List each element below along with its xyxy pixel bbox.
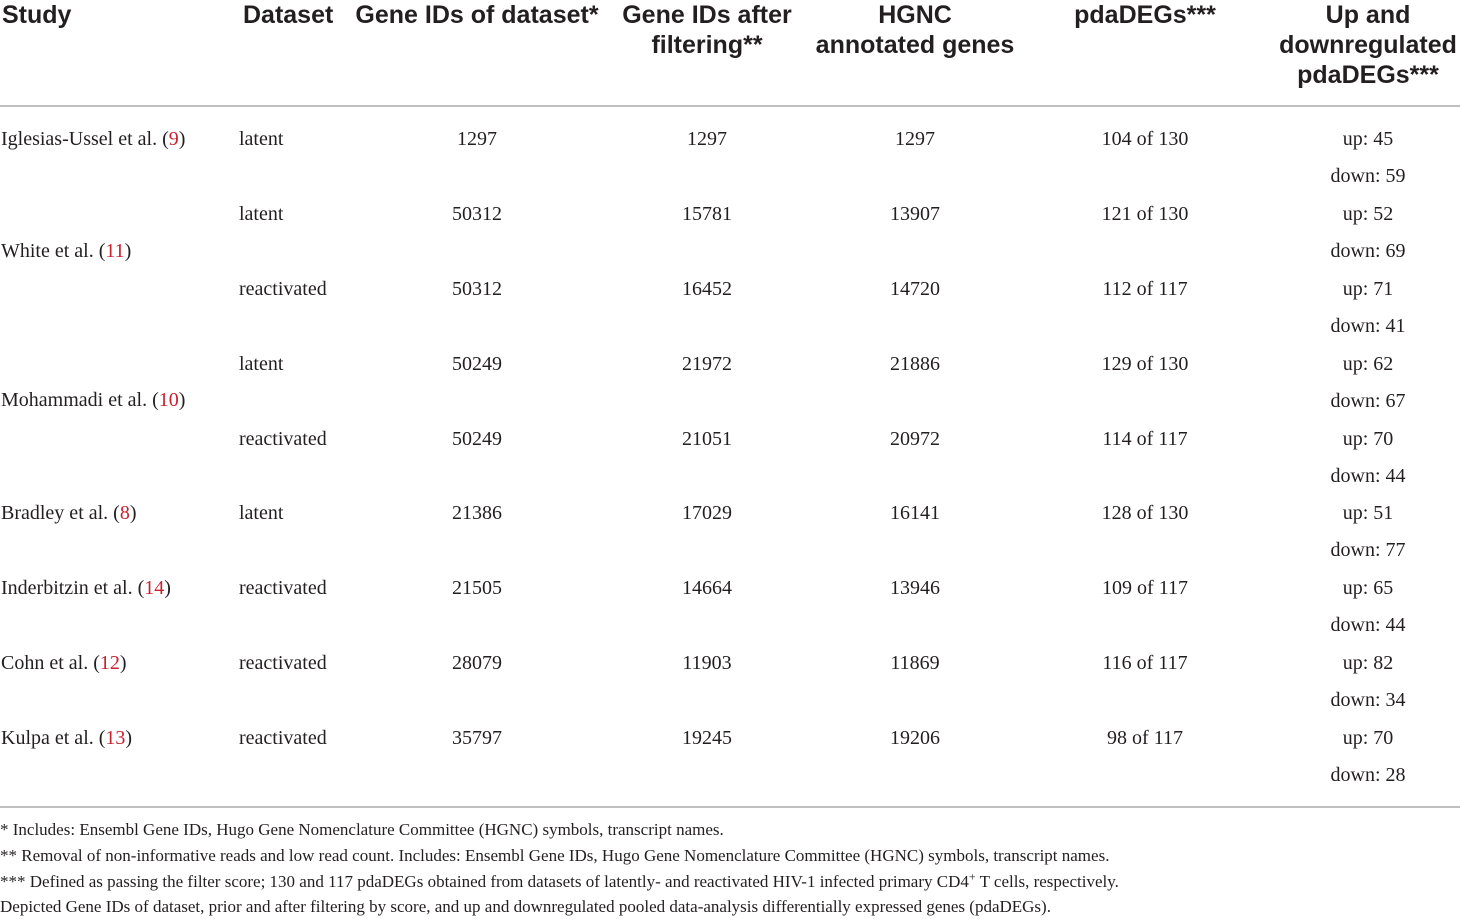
gene-ids-cell: 1297 [457, 128, 497, 150]
down-cell: down: 44 [1330, 465, 1406, 487]
down-cell: down: 77 [1330, 539, 1406, 561]
footer-rule [0, 806, 1460, 808]
pdadegs-cell: 98 of 117 [1107, 727, 1183, 749]
up-cell: up: 45 [1342, 128, 1394, 150]
header-rule [0, 105, 1460, 107]
down-cell: down: 34 [1330, 689, 1406, 711]
header-updown: Up and downregulated pdaDEGs*** [1279, 1, 1457, 89]
reference-link[interactable]: 9 [168, 128, 179, 150]
gene-ids-cell: 50312 [452, 203, 502, 225]
reference-link[interactable]: 14 [144, 577, 165, 599]
hgnc-cell: 11869 [890, 652, 940, 674]
down-cell: down: 67 [1330, 390, 1406, 412]
pdadegs-cell: 128 of 130 [1101, 502, 1189, 524]
down-cell: down: 41 [1330, 315, 1406, 337]
up-cell: up: 65 [1342, 577, 1394, 599]
after-filtering-cell: 21051 [682, 428, 732, 450]
header-pdadegs: pdaDEGs*** [1074, 1, 1216, 29]
dataset-cell: latent [239, 502, 284, 524]
dataset-cell: reactivated [239, 428, 327, 450]
after-filtering-cell: 14664 [682, 577, 732, 599]
header-gene-ids: Gene IDs of dataset* [355, 1, 599, 29]
down-cell: down: 59 [1330, 165, 1406, 187]
pdadegs-cell: 116 of 117 [1102, 652, 1188, 674]
down-cell: down: 44 [1330, 614, 1406, 636]
study-name: White et al. (11) [1, 240, 132, 262]
pdadegs-cell: 114 of 117 [1102, 428, 1188, 450]
hgnc-cell: 19206 [890, 727, 940, 749]
header-hgnc: HGNC annotated genes [815, 1, 1015, 59]
footnote-3: *** Defined as passing the filter score; 130 and 117 pdaDEGs obtained from datasets of latently- and reactivated HIV-1 infected primary CD4+ T cells, respectively. [0, 869, 1119, 891]
gene-ids-cell: 21505 [452, 577, 502, 599]
hgnc-cell: 1297 [895, 128, 935, 150]
study-name: Inderbitzin et al. (14) [1, 577, 171, 599]
hgnc-cell: 13946 [890, 577, 940, 599]
dataset-cell: latent [239, 353, 284, 375]
study-name: Iglesias-Ussel et al. (9) [1, 128, 186, 150]
hgnc-cell: 20972 [890, 428, 940, 450]
dataset-cell: latent [239, 128, 284, 150]
footnote-2: ** Removal of non-informative reads and low read count. Includes: Ensembl Gene IDs, Hugo Gene Nomenclature Committee (HGNC) symbols, transcript names. [0, 846, 1110, 865]
down-cell: down: 69 [1330, 240, 1406, 262]
dataset-cell: reactivated [239, 577, 327, 599]
up-cell: up: 52 [1342, 203, 1394, 225]
gene-ids-cell: 50312 [452, 278, 502, 300]
after-filtering-cell: 15781 [682, 203, 732, 225]
hgnc-cell: 14720 [890, 278, 940, 300]
pdadegs-cell: 104 of 130 [1101, 128, 1189, 150]
pdadegs-cell: 121 of 130 [1101, 203, 1189, 225]
reference-link[interactable]: 11 [105, 240, 125, 262]
pdadegs-cell: 109 of 117 [1102, 577, 1188, 599]
down-cell: down: 28 [1330, 764, 1406, 786]
reference-link[interactable]: 10 [158, 389, 179, 411]
after-filtering-cell: 17029 [682, 502, 732, 524]
after-filtering-cell: 11903 [682, 652, 732, 674]
after-filtering-cell: 21972 [682, 353, 732, 375]
after-filtering-cell: 16452 [682, 278, 732, 300]
after-filtering-cell: 1297 [687, 128, 727, 150]
up-cell: up: 51 [1342, 502, 1394, 524]
study-name: Bradley et al. (8) [1, 502, 137, 524]
gene-ids-cell: 35797 [452, 727, 502, 749]
dataset-cell: reactivated [239, 278, 327, 300]
dataset-cell: latent [239, 203, 284, 225]
after-filtering-cell: 19245 [682, 727, 732, 749]
reference-link[interactable]: 8 [119, 502, 130, 524]
study-name: Kulpa et al. (13) [1, 727, 133, 749]
reference-link[interactable]: 12 [99, 652, 120, 674]
footnote-4: Depicted Gene IDs of dataset, prior and after filtering by score, and up and downregulated pooled data-analysis differentially expressed genes (pdaDEGs). [0, 897, 1051, 916]
hgnc-cell: 16141 [890, 502, 940, 524]
gene-ids-cell: 50249 [452, 428, 502, 450]
up-cell: up: 70 [1342, 428, 1394, 450]
gene-ids-cell: 50249 [452, 353, 502, 375]
study-name: Cohn et al. (12) [1, 652, 127, 674]
header-after-filtering: Gene IDs after filtering** [622, 1, 792, 59]
pdadegs-cell: 129 of 130 [1101, 353, 1189, 375]
study-name: Mohammadi et al. (10) [1, 389, 186, 411]
gene-ids-cell: 28079 [452, 652, 502, 674]
header-study: Study [2, 1, 72, 29]
hgnc-cell: 21886 [890, 353, 940, 375]
up-cell: up: 70 [1342, 727, 1394, 749]
header-dataset: Dataset [243, 1, 334, 29]
dataset-cell: reactivated [239, 652, 327, 674]
hgnc-cell: 13907 [890, 203, 940, 225]
dataset-cell: reactivated [239, 727, 327, 749]
pdadegs-cell: 112 of 117 [1102, 278, 1188, 300]
up-cell: up: 62 [1342, 353, 1394, 375]
reference-link[interactable]: 13 [105, 727, 126, 749]
gene-ids-cell: 21386 [452, 502, 502, 524]
up-cell: up: 82 [1342, 652, 1394, 674]
up-cell: up: 71 [1342, 278, 1394, 300]
footnote-1: * Includes: Ensembl Gene IDs, Hugo Gene Nomenclature Committee (HGNC) symbols, transcript names. [0, 820, 724, 839]
